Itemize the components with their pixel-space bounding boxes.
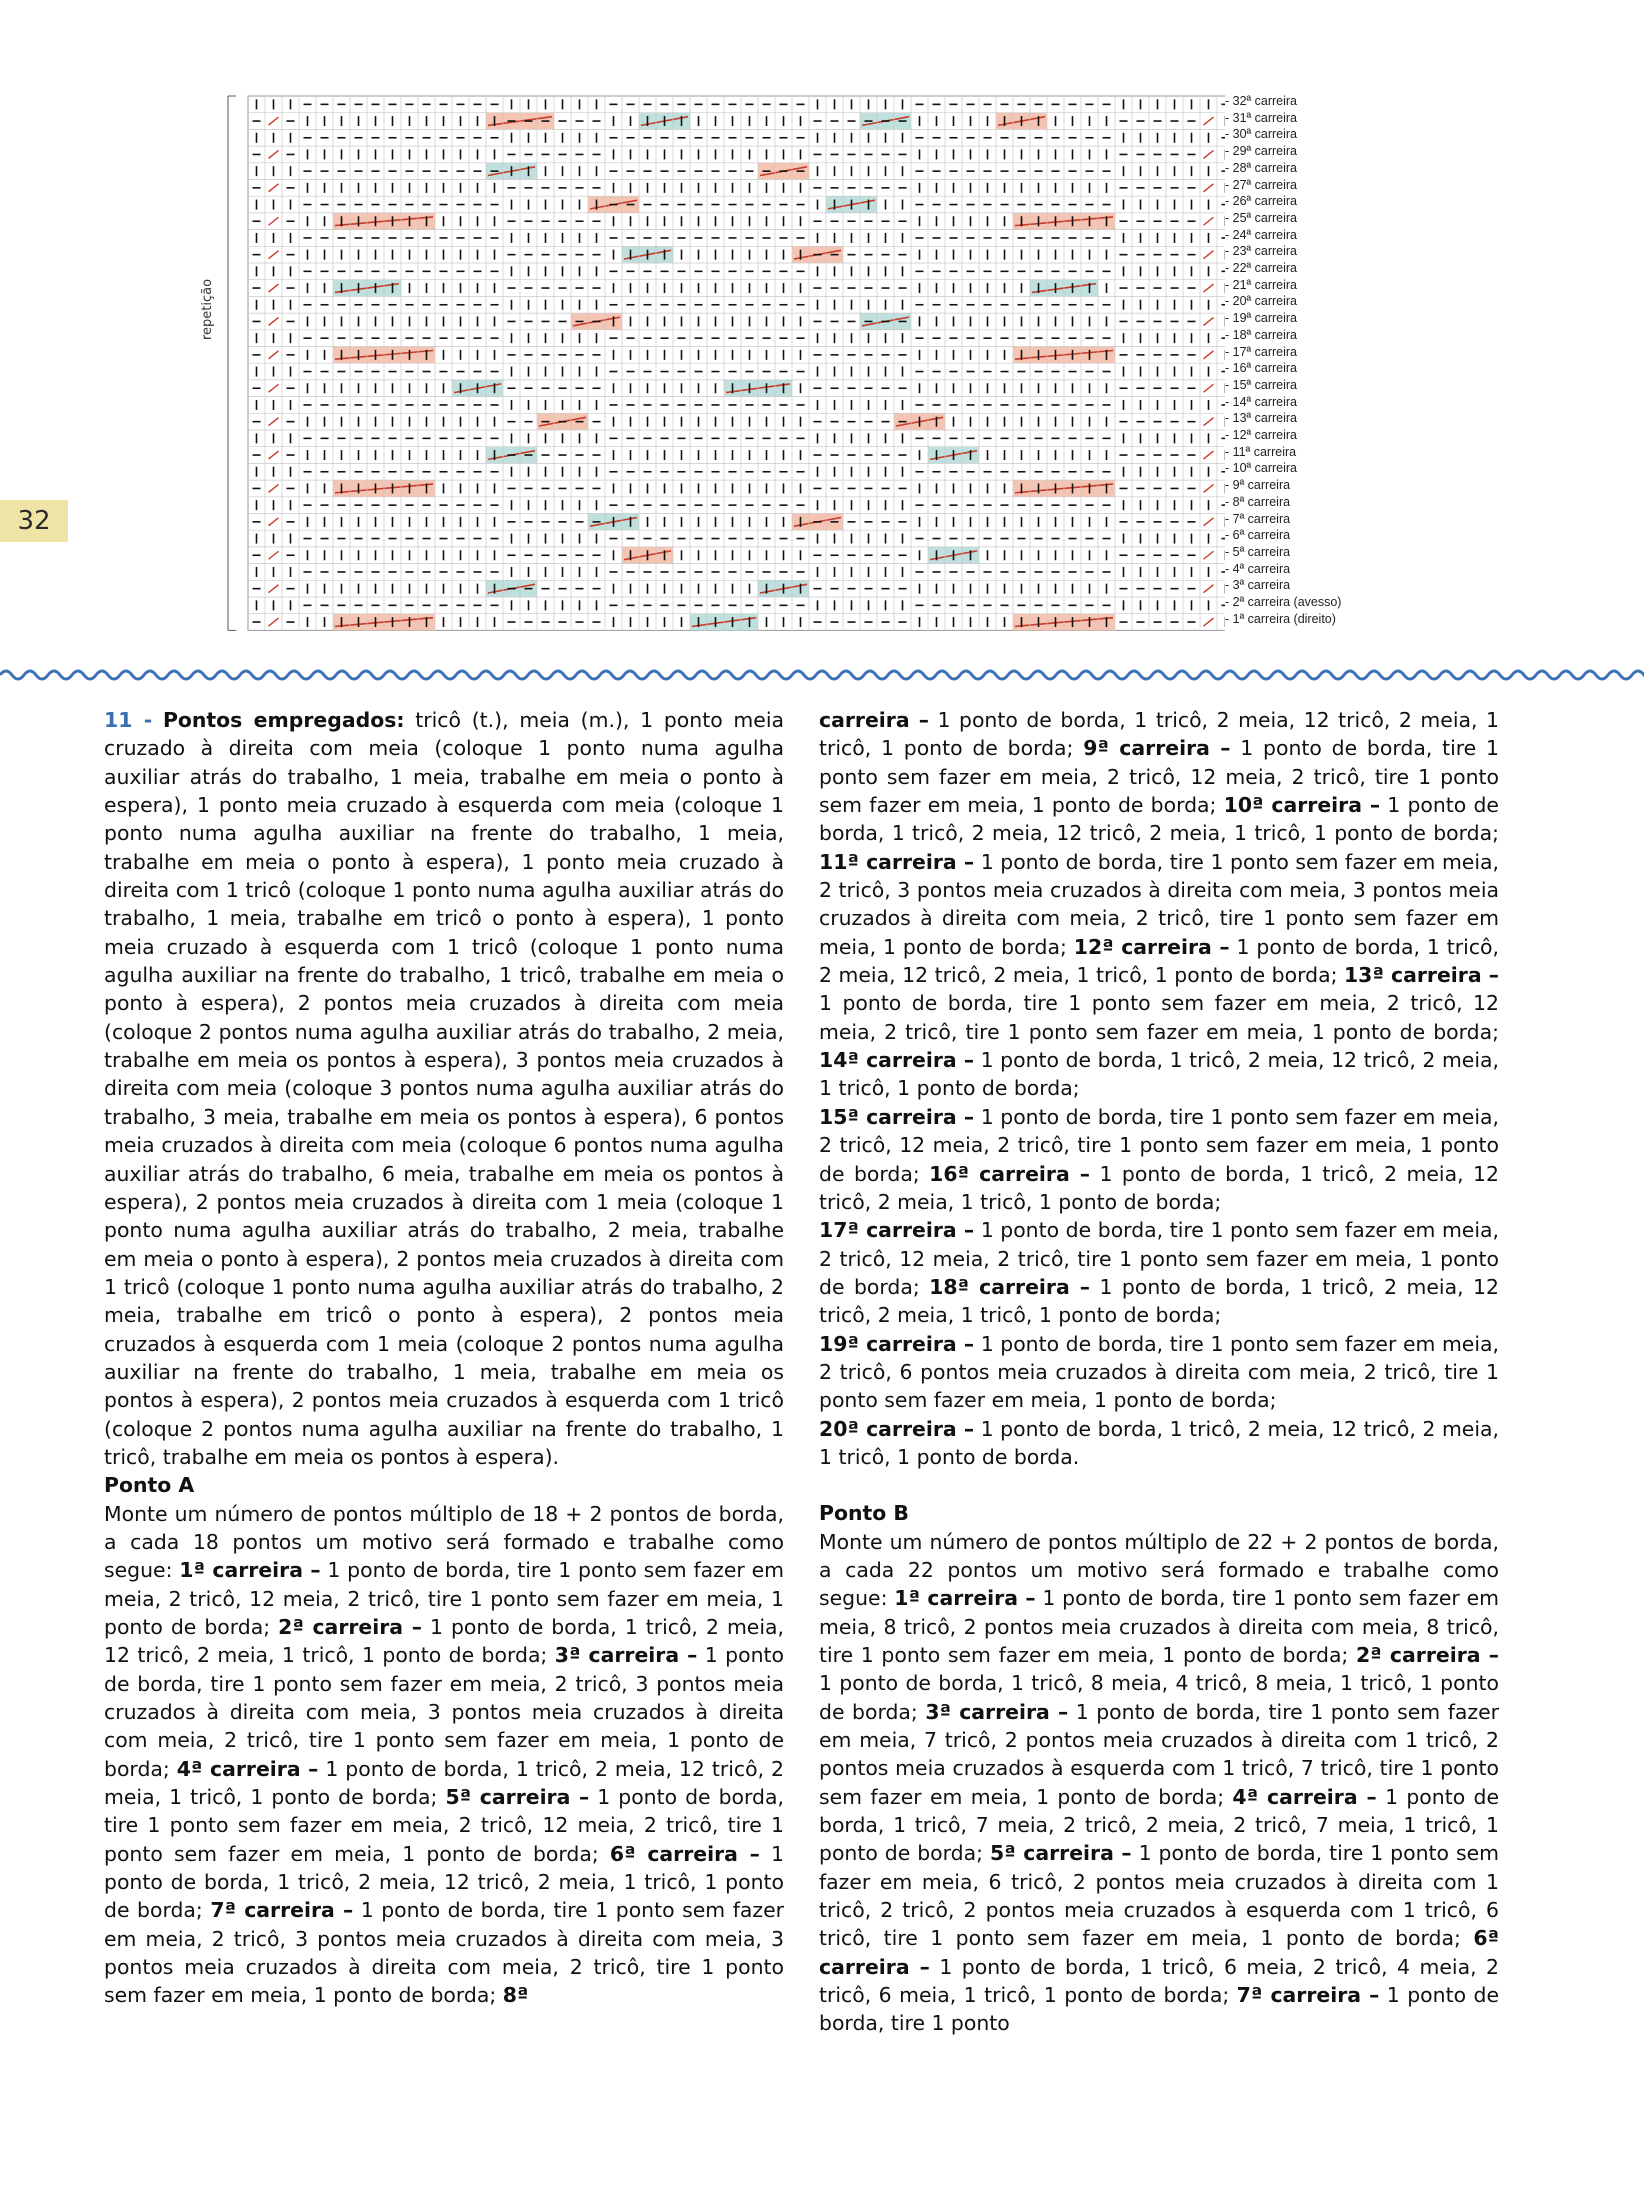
chart-row-label: - 30ª carreira <box>1225 127 1298 142</box>
chart-row-label: - 6ª carreira <box>1225 528 1291 543</box>
chart-row-label: - 26ª carreira <box>1225 194 1298 209</box>
chart-row-label: - 12ª carreira <box>1225 428 1298 442</box>
page-number-badge: 32 <box>0 500 68 542</box>
chart-row-label: - 31ª carreira <box>1225 110 1298 125</box>
chart-row-label: - 27ª carreira <box>1225 177 1298 192</box>
chart-row-label: - 13ª carreira <box>1225 411 1298 426</box>
ponto-a-text: Monte um número de pontos múltiplo de 18 + 2 pontos de borda, a cada 18 pontos um motivo será formado e trabalhe como segue: 1ª carreira – 1 ponto de borda, tire 1 ponto sem fazer em meia, 2 tricô, 12 meia, 2 tricô, tire 1 ponto sem fazer em meia, 1 ponto de borda; 2ª carreira – 1 ponto de borda, 1 tricô, 2 meia, 12 tricô, 2 meia, 1 tricô, 1 ponto de borda; 3ª carreira – 1 ponto de borda, tire 1 ponto sem fazer em meia, 2 tricô, 3 pontos meia cruzados à direita com meia, 3 pontos meia cruzados à direita com meia, 2 tricô, tire 1 ponto sem fazer em meia, 1 ponto de borda; 4ª carreira – 1 ponto de borda, 1 tricô, 2 meia, 12 tricô, 2 meia, 1 tricô, 1 ponto de borda; 5ª carreira – 1 ponto de borda, tire 1 ponto sem fazer em meia, 2 tricô, 12 meia, 2 tricô, tire 1 ponto sem fazer em meia, 1 ponto de borda; 6ª carreira – 1 ponto de borda, 1 tricô, 2 meia, 12 tricô, 2 meia, 1 tricô, 1 ponto de borda; 7ª carreira – 1 ponto de borda, tire 1 ponto sem fazer em meia, 2 tricô, 3 pontos meia cruzados à direita com meia, 3 pontos meia cruzados à direita com meia, 2 tricô, tire 1 ponto sem fazer em meia, 1 ponto de borda; 8ª <box>104 1501 784 2008</box>
chart-row-label: - 22ª carreira <box>1225 261 1298 275</box>
chart-row-label: - 1ª carreira (direito) <box>1225 611 1336 626</box>
section-intro <box>104 706 784 1471</box>
chart-row-label: - 10ª carreira <box>1225 461 1298 476</box>
chart-row-label: - 3ª carreira <box>1225 578 1291 593</box>
chart-row-label: - 20ª carreira <box>1225 294 1298 309</box>
ponto-b-text: Monte um número de pontos múltiplo de 22 + 2 pontos de borda, a cada 22 pontos um motivo será formado e trabalhe como segue: 1ª carreira – 1 ponto de borda, tire 1 ponto sem fazer em meia, 8 tricô, 2 pontos meia cruzados à direita com meia, 8 tricô, tire 1 ponto sem fazer em meia, 1 ponto de borda; 2ª carreira – 1 ponto de borda, 1 tricô, 8 meia, 4 tricô, 8 meia, 1 tricô, 1 ponto de borda; 3ª carreira – 1 ponto de borda, tire 1 ponto sem fazer em meia, 7 tricô, 2 pontos meia cruzados à direita com 1 tricô, 2 pontos meia cruzados à esquerda com 1 tricô, 7 tricô, tire 1 ponto sem fazer em meia, 1 ponto de borda; 4ª carreira – 1 ponto de borda, 1 tricô, 7 meia, 2 tricô, 2 meia, 2 tricô, 7 meia, 1 tricô, 1 ponto de borda; 5ª carreira – 1 ponto de borda, tire 1 ponto sem fazer em meia, 6 tricô, 2 pontos meia cruzados à direita com 1 tricô, 2 tricô, 2 pontos meia cruzados à esquerda com 1 tricô, 6 tricô, tire 1 ponto sem fazer em meia, 1 ponto de borda; 6ª carreira – 1 ponto de borda, 1 tricô, 6 meia, 2 tricô, 4 meia, 2 tricô, 6 meia, 1 tricô, 1 ponto de borda; 7ª carreira – 1 ponto de borda, tire 1 ponto <box>819 1529 1500 2036</box>
chart-row-label: - 16ª carreira <box>1225 361 1298 376</box>
section-number: 11 - <box>104 708 153 732</box>
chart-row-label: - 9ª carreira <box>1225 478 1291 493</box>
chart-row-label: - 32ª carreira <box>1225 94 1298 108</box>
chart-row-label: - 14ª carreira <box>1225 394 1298 409</box>
chart-row-label: - 15ª carreira <box>1225 377 1298 392</box>
ponto-a-continued: carreira – 1 ponto de borda, 1 tricô, 2 meia, 12 tricô, 2 meia, 1 tricô, 1 ponto de borda; 9ª carreira – 1 ponto de borda, tire 1 ponto sem fazer em meia, 2 tricô, 12 meia, 2 tricô, tire 1 ponto sem fazer em meia, 1 ponto de borda; 10ª carreira – 1 ponto de borda, 1 tricô, 2 meia, 12 tricô, 2 meia, 1 tricô, 1 ponto de borda; 11ª carreira – 1 ponto de borda, tire 1 ponto sem fazer em meia, 2 tricô, 3 pontos meia cruzados à direita com meia, 3 pontos meia cruzados à direita com meia, 2 tricô, tire 1 ponto sem fazer em meia, 1 ponto de borda; 12ª carreira – 1 ponto de borda, 1 tricô, 2 meia, 12 tricô, 2 meia, 1 tricô, 1 ponto de borda; 13ª carreira – 1 ponto de borda, tire 1 ponto sem fazer em meia, 2 tricô, 12 meia, 2 tricô, tire 1 ponto sem fazer em meia, 1 ponto de borda; 14ª carreira – 1 ponto de borda, 1 tricô, 2 meia, 12 tricô, 2 meia, 1 tricô, 1 ponto de borda; 15ª carreira – 1 ponto de borda, tire 1 ponto sem fazer em meia, 2 tricô, 12 meia, 2 tricô, tire 1 ponto sem fazer em meia, 1 ponto de borda; 16ª carreira – 1 ponto de borda, 1 tricô, 2 meia, 12 tricô, 2 meia, 1 tricô, 1 ponto de borda; 17ª carreira – 1 ponto de borda, tire 1 ponto sem fazer em meia, 2 tricô, 12 meia, 2 tricô, tire 1 ponto sem fazer em meia, 1 ponto de borda; 18ª carreira – 1 ponto de borda, 1 tricô, 2 meia, 12 tricô, 2 meia, 1 tricô, 1 ponto de borda; 19ª carreira – 1 ponto de borda, tire 1 ponto sem fazer em meia, 2 tricô, 6 pontos meia cruzados à direita com meia, 2 tricô, tire 1 ponto sem fazer em meia, 1 ponto de borda; 20ª carreira – 1 ponto de borda, 1 tricô, 2 meia, 12 tricô, 2 meia, 1 tricô, 1 ponto de borda. <box>819 708 1499 1469</box>
chart-row-label: - 25ª carreira <box>1225 210 1298 225</box>
chart-row-label: - 17ª carreira <box>1225 344 1298 359</box>
left-column <box>104 706 784 2010</box>
section-title: Pontos empregados: <box>162 708 405 732</box>
section-intro-text: tricô (t.), meia (m.), 1 ponto meia cruzado à direita com meia (coloque 1 ponto numa agulha auxiliar atrás do trabalho, 1 meia, trabalhe em meia o ponto à espera), 1 ponto meia cruzado à esquerda com meia (coloque 1 ponto numa agulha auxiliar na frente do trabalho, 1 meia, trabalhe em meia o ponto à espera), 1 ponto meia cruzado à direita com 1 tricô (coloque 1 ponto numa agulha auxiliar atrás do trabalho, 1 meia, trabalhe em tricô o ponto à espera), 1 ponto meia cruzado à esquerda com 1 tricô (coloque 1 ponto numa agulha auxiliar na frente do trabalho, 1 tricô, trabalhe em meia o ponto à espera), 2 pontos meia cruzados à direita com meia (coloque 2 pontos numa agulha auxiliar atrás do trabalho, 2 meia, trabalhe em meia os pontos à espera), 3 pontos meia cruzados à direita com meia (coloque 3 pontos numa agulha auxiliar atrás do trabalho, 3 meia, trabalhe em meia os pontos à espera), 6 pontos meia cruzados à direita com meia (coloque 6 pontos numa agulha auxiliar atrás do trabalho, 6 meia, trabalhe em meia os pontos à espera), 2 pontos meia cruzados à direita com 1 meia (coloque 1 ponto numa agulha auxiliar atrás do trabalho, 2 meia, trabalhe em meia o ponto à espera), 2 pontos meia cruzados à direita com 1 tricô (coloque 1 ponto numa agulha auxiliar atrás do trabalho, 2 meia, trabalhe em tricô o ponto à espera), 2 pontos meia cruzados à esquerda com 1 meia (coloque 2 pontos numa agulha auxiliar na frente do trabalho, 1 meia, trabalhe em meia os pontos à espera), 2 pontos meia cruzados à esquerda com 1 tricô (coloque 2 pontos numa agulha auxiliar na frente do trabalho, 1 tricô, trabalhe em meia os pontos à espera). <box>104 708 784 1469</box>
chart-row-label: - 11ª carreira <box>1225 444 1297 459</box>
chart-row-label: - 23ª carreira <box>1225 244 1298 259</box>
chart-row-label: - 29ª carreira <box>1225 144 1298 159</box>
right-column <box>819 706 1499 2038</box>
ponto-a-heading: Ponto A <box>104 1473 195 1498</box>
chart-row-label: - 8ª carreira <box>1225 494 1291 509</box>
wave-divider <box>0 664 1644 686</box>
chart-row-label: - 5ª carreira <box>1225 544 1291 559</box>
knitting-chart <box>210 90 1370 650</box>
ponto-b-heading: Ponto B <box>819 1501 909 1526</box>
chart-row-label: - 7ª carreira <box>1225 511 1291 526</box>
chart-row-label: - 28ª carreira <box>1225 160 1298 175</box>
knitting-chart-grid <box>210 90 1225 650</box>
chart-row-label: - 18ª carreira <box>1225 327 1298 342</box>
chart-row-label: - 21ª carreira <box>1225 277 1298 292</box>
repeat-label: repetição <box>200 278 215 340</box>
chart-row-label: - 2ª carreira (avesso) <box>1225 595 1342 609</box>
chart-row-label: - 24ª carreira <box>1225 227 1298 242</box>
chart-row-label: - 19ª carreira <box>1225 311 1298 326</box>
chart-row-label: - 4ª carreira <box>1225 561 1291 576</box>
